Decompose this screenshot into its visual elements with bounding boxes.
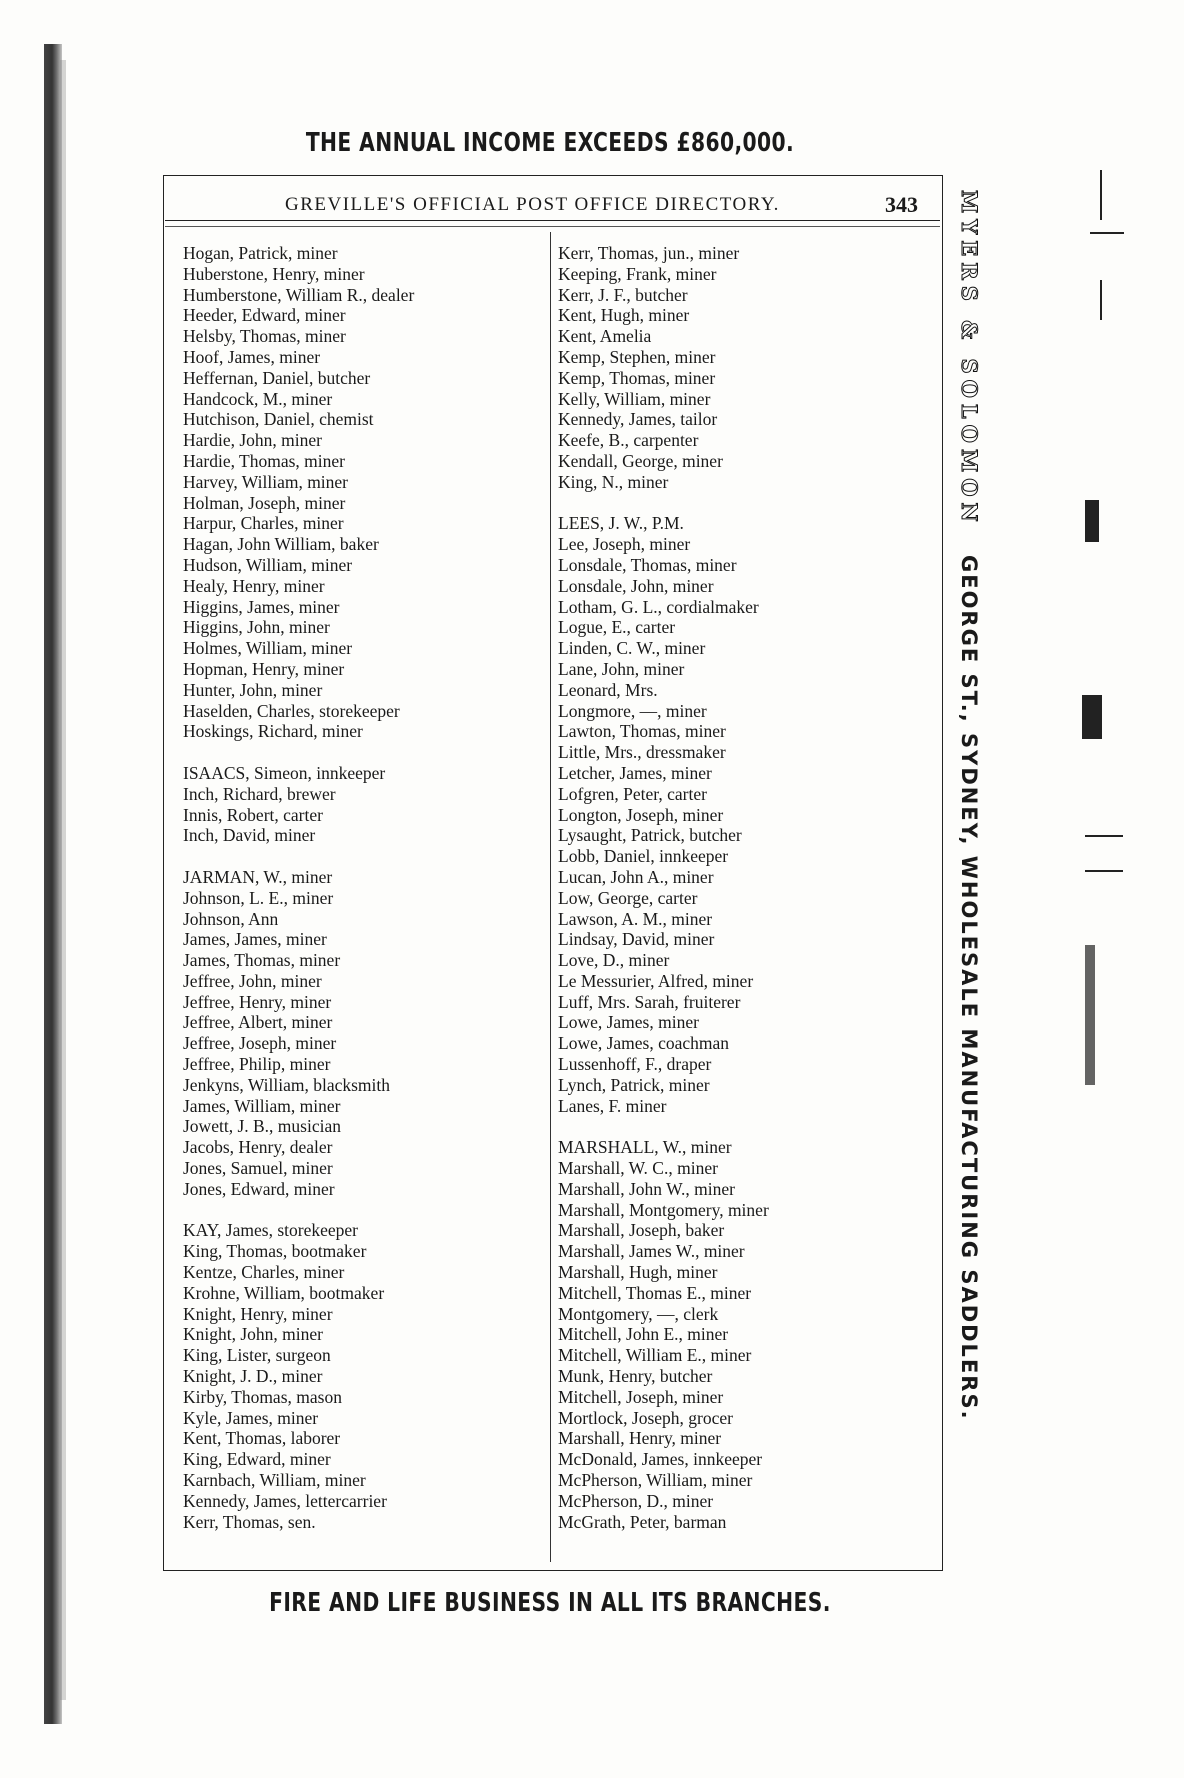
directory-entry: Inch, David, miner xyxy=(183,825,316,846)
directory-entry: Logue, E., carter xyxy=(558,617,676,638)
directory-entry: Lysaught, Patrick, butcher xyxy=(558,825,742,846)
directory-entry: McDonald, James, innkeeper xyxy=(558,1449,763,1470)
directory-entry: James, Thomas, miner xyxy=(183,950,341,971)
directory-entry: Kent, Thomas, laborer xyxy=(183,1428,341,1449)
directory-entry: Handcock, M., miner xyxy=(183,388,333,409)
directory-entry: McGrath, Peter, barman xyxy=(558,1511,727,1532)
directory-entry: Hunter, John, miner xyxy=(183,679,323,700)
directory-entry: Kent, Amelia xyxy=(558,326,652,347)
scan-mark xyxy=(1100,280,1102,320)
directory-entry: Harvey, William, miner xyxy=(183,471,349,492)
directory-entry: Kennedy, James, tailor xyxy=(558,409,718,430)
directory-entry: Marshall, W. C., miner xyxy=(558,1158,718,1179)
directory-entry: Lane, John, miner xyxy=(558,658,685,679)
directory-entry: Hardie, Thomas, miner xyxy=(183,450,345,471)
directory-entry: Harpur, Charles, miner xyxy=(183,513,344,534)
directory-entry: LEES, J. W., P.M. xyxy=(558,513,684,534)
directory-entry: Keefe, B., carpenter xyxy=(558,430,699,451)
page-number: 343 xyxy=(885,192,918,217)
directory-entry: Jones, Samuel, miner xyxy=(183,1158,333,1179)
directory-entry: Mitchell, William E., miner xyxy=(558,1345,752,1366)
directory-entry: Hopman, Henry, miner xyxy=(183,658,345,679)
directory-entry: Lobb, Daniel, innkeeper xyxy=(558,846,729,867)
directory-entry: Knight, John, miner xyxy=(183,1324,323,1345)
scan-mark xyxy=(1085,870,1123,872)
side-ad-firm: MYERS & SOLOMON xyxy=(957,190,982,528)
scan-mark xyxy=(1082,695,1102,739)
top-banner: THE ANNUAL INCOME EXCEEDS £860,000. xyxy=(305,128,795,158)
directory-entry: Lawton, Thomas, miner xyxy=(558,721,726,742)
directory-entry: Lonsdale, John, miner xyxy=(558,575,714,596)
directory-entry: MARSHALL, W., miner xyxy=(558,1137,732,1158)
directory-title: GREVILLE'S OFFICIAL POST OFFICE DIRECTORY. xyxy=(285,194,780,215)
directory-entry: Mitchell, Joseph, miner xyxy=(558,1386,724,1407)
scan-mark xyxy=(1085,945,1095,1085)
page-header xyxy=(165,192,940,221)
directory-entry: Kendall, George, miner xyxy=(558,450,723,471)
directory-entry: Knight, Henry, miner xyxy=(183,1303,333,1324)
directory-entry: Heffernan, Daniel, butcher xyxy=(183,367,371,388)
directory-entry: Kentze, Charles, miner xyxy=(183,1262,345,1283)
directory-entry: Johnson, Ann xyxy=(183,908,279,929)
directory-entry: Healy, Henry, miner xyxy=(183,575,325,596)
directory-entry: Jacobs, Henry, dealer xyxy=(183,1137,333,1158)
directory-entry: King, Lister, surgeon xyxy=(183,1345,331,1366)
directory-entry: Knight, J. D., miner xyxy=(183,1366,323,1387)
directory-entry: Love, D., miner xyxy=(558,950,670,971)
directory-entry: Lanes, F. miner xyxy=(558,1095,667,1116)
scan-mark xyxy=(1090,232,1124,234)
left-column xyxy=(183,243,553,1532)
directory-entry: Helsby, Thomas, miner xyxy=(183,326,346,347)
directory-entry: Lowe, James, miner xyxy=(558,1012,699,1033)
directory-entry: Hudson, William, miner xyxy=(183,554,353,575)
scan-mark xyxy=(1100,170,1102,220)
directory-entry: Humberstone, William R., dealer xyxy=(183,284,415,305)
directory-entry: Longmore, —, miner xyxy=(558,700,707,721)
directory-entry: Jeffree, Philip, miner xyxy=(183,1054,331,1075)
directory-entry: Jowett, J. B., musician xyxy=(183,1116,341,1137)
directory-entry: Kennedy, James, lettercarrier xyxy=(183,1490,387,1511)
scan-mark xyxy=(1085,500,1099,542)
directory-entry: Mitchell, John E., miner xyxy=(558,1324,729,1345)
directory-entry: Inch, Richard, brewer xyxy=(183,783,336,804)
directory-entry: Lotham, G. L., cordialmaker xyxy=(558,596,759,617)
right-column xyxy=(558,243,928,1532)
side-advertisement xyxy=(948,190,982,1550)
directory-entry: Luff, Mrs. Sarah, fruiterer xyxy=(558,991,741,1012)
directory-entry: Lussenhoff, F., draper xyxy=(558,1054,712,1075)
directory-entry: Hardie, John, miner xyxy=(183,430,322,451)
directory-entry: JARMAN, W., miner xyxy=(183,866,333,887)
directory-entry: Little, Mrs., dressmaker xyxy=(558,742,726,763)
directory-entry: James, James, miner xyxy=(183,929,327,950)
directory-entry: Jenkyns, William, blacksmith xyxy=(183,1074,391,1095)
directory-entry: Kirby, Thomas, mason xyxy=(183,1386,342,1407)
side-ad-address: GEORGE ST., SYDNEY, WHOLESALE MANUFACTURING SADDLERS. xyxy=(957,555,981,1421)
directory-entry: Hagan, John William, baker xyxy=(183,534,379,555)
directory-entry: Higgins, John, miner xyxy=(183,617,330,638)
directory-entry: Mortlock, Joseph, grocer xyxy=(558,1407,733,1428)
directory-entry: Hoskings, Richard, miner xyxy=(183,721,363,742)
directory-entry: Kent, Hugh, miner xyxy=(558,305,690,326)
directory-entry: Karnbach, William, miner xyxy=(183,1470,366,1491)
directory-entry: Holmes, William, miner xyxy=(183,638,353,659)
directory-entry: McPherson, D., miner xyxy=(558,1490,714,1511)
directory-entry: Innis, Robert, carter xyxy=(183,804,323,825)
section-gap xyxy=(183,846,553,867)
scan-mark xyxy=(1085,835,1123,837)
directory-entry: Kerr, Thomas, sen. xyxy=(183,1511,316,1532)
directory-entry: Huberstone, Henry, miner xyxy=(183,263,365,284)
directory-entry: Lonsdale, Thomas, miner xyxy=(558,554,737,575)
directory-entry: Lindsay, David, miner xyxy=(558,929,715,950)
binding-shadow xyxy=(60,60,66,1700)
directory-entry: James, William, miner xyxy=(183,1095,341,1116)
directory-entry: Lawson, A. M., miner xyxy=(558,908,713,929)
directory-entry: Johnson, L. E., miner xyxy=(183,887,334,908)
directory-entry: Kerr, Thomas, jun., miner xyxy=(558,243,740,263)
directory-entry: Higgins, James, miner xyxy=(183,596,340,617)
section-gap xyxy=(183,742,553,763)
directory-entry: Kemp, Thomas, miner xyxy=(558,367,716,388)
directory-entry: Munk, Henry, butcher xyxy=(558,1366,713,1387)
directory-entry: McPherson, William, miner xyxy=(558,1470,753,1491)
directory-entry: Mitchell, Thomas E., miner xyxy=(558,1282,752,1303)
directory-entry: Jeffree, Albert, miner xyxy=(183,1012,333,1033)
directory-entry: Longton, Joseph, miner xyxy=(558,804,724,825)
directory-entry: Lee, Joseph, miner xyxy=(558,534,691,555)
directory-entry: Kerr, J. F., butcher xyxy=(558,284,688,305)
directory-entry: Marshall, Montgomery, miner xyxy=(558,1199,769,1220)
directory-entry: Montgomery, —, clerk xyxy=(558,1303,719,1324)
directory-entry: KAY, James, storekeeper xyxy=(183,1220,358,1241)
directory-entry: Hoof, James, miner xyxy=(183,346,321,367)
directory-entry: Lynch, Patrick, miner xyxy=(558,1074,710,1095)
directory-entry: Haselden, Charles, storekeeper xyxy=(183,700,400,721)
directory-entry: Marshall, John W., miner xyxy=(558,1178,735,1199)
directory-entry: Krohne, William, bootmaker xyxy=(183,1282,385,1303)
directory-entry: King, Thomas, bootmaker xyxy=(183,1241,367,1262)
directory-entry: Marshall, James W., miner xyxy=(558,1241,745,1262)
directory-entry: Low, George, carter xyxy=(558,887,698,908)
directory-entry: Marshall, Henry, miner xyxy=(558,1428,722,1449)
directory-entry: Lowe, James, coachman xyxy=(558,1033,730,1054)
section-gap xyxy=(558,493,928,514)
directory-entry: Leonard, Mrs. xyxy=(558,679,658,700)
directory-entry: Lucan, John A., miner xyxy=(558,866,714,887)
directory-entry: Jeffree, Henry, miner xyxy=(183,991,332,1012)
directory-entry: Jones, Edward, miner xyxy=(183,1178,335,1199)
directory-entry: Letcher, James, miner xyxy=(558,762,712,783)
section-gap xyxy=(183,1200,553,1221)
directory-entry: King, Edward, miner xyxy=(183,1449,331,1470)
directory-entry: Holman, Joseph, miner xyxy=(183,492,346,513)
directory-entry: Jeffree, John, miner xyxy=(183,970,322,991)
directory-entry: Hogan, Patrick, miner xyxy=(183,243,338,263)
header-rule xyxy=(165,226,940,227)
directory-entry: Keeping, Frank, miner xyxy=(558,263,717,284)
directory-entry: ISAACS, Simeon, innkeeper xyxy=(183,762,386,783)
directory-entry: Marshall, Hugh, miner xyxy=(558,1262,718,1283)
section-gap xyxy=(558,1116,928,1137)
directory-entry: Hutchison, Daniel, chemist xyxy=(183,409,374,430)
directory-entry: Kelly, William, miner xyxy=(558,388,711,409)
directory-entry: Jeffree, Joseph, miner xyxy=(183,1033,337,1054)
directory-entry: Heeder, Edward, miner xyxy=(183,305,346,326)
directory-entry: Marshall, Joseph, baker xyxy=(558,1220,725,1241)
bottom-banner: FIRE AND LIFE BUSINESS IN ALL ITS BRANCHES. xyxy=(269,1588,831,1618)
directory-entry: Kyle, James, miner xyxy=(183,1407,319,1428)
directory-entry: King, N., miner xyxy=(558,471,669,492)
directory-entry: Kemp, Stephen, miner xyxy=(558,346,716,367)
directory-entry: Le Messurier, Alfred, miner xyxy=(558,970,754,991)
directory-entry: Linden, C. W., miner xyxy=(558,638,706,659)
directory-entry: Lofgren, Peter, carter xyxy=(558,783,707,804)
